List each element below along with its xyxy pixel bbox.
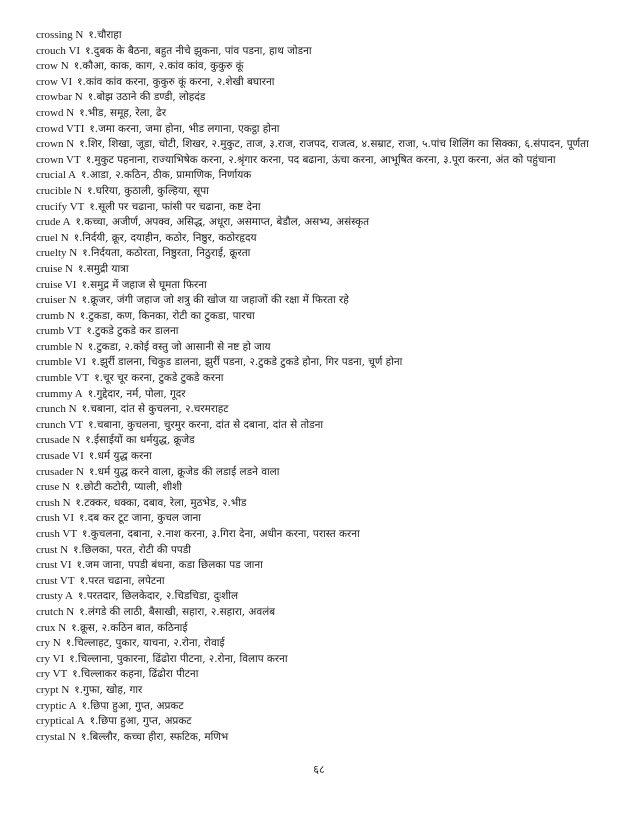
dictionary-entry bbox=[36, 589, 602, 605]
entry-definition: १.चिल्लाना, पुकारना, ढिंढोरा पीटना, २.रोना, विलाप करना bbox=[69, 652, 288, 665]
entry-definition: १.चिल्लाहट, पुकार, याचना, २.रोना, रोवाई bbox=[65, 637, 225, 650]
entry-definition: १.भीड, समूह, रेला, ढेर bbox=[79, 106, 167, 119]
dictionary-entry bbox=[36, 480, 602, 496]
entry-definition: १.क्रूजर, जंगी जहाज जो शत्रु की खोज या जहाजों की रक्षा में फिरता रहे bbox=[81, 294, 349, 307]
entry-headword: crutch N bbox=[36, 605, 75, 618]
entry-definition: १.चौराहा bbox=[88, 29, 122, 41]
entry-headword: cry N bbox=[36, 637, 61, 650]
entry-headword: cruse N bbox=[36, 481, 70, 494]
entry-headword: cryptic A bbox=[36, 699, 77, 712]
dictionary-entry bbox=[36, 621, 602, 637]
dictionary-entry bbox=[36, 309, 602, 325]
entry-definition: १.बिल्लौर, कच्चा हीरा, स्फटिक, मणिभ bbox=[81, 730, 229, 743]
entry-definition: १.छोटी कटोरी, प्याली, शीशी bbox=[74, 481, 182, 494]
entry-definition: १.बोझ उठाने की डण्डी, लोहदंड bbox=[87, 91, 206, 104]
dictionary-entry bbox=[36, 652, 602, 668]
entry-definition: १.कुचलना, दबाना, २.नाश करना, ३.गिरा देना, अधीन करना, परास्त करना bbox=[82, 528, 360, 540]
entry-definition: १.ईसाईयों का धर्मयुद्ध, क्रूजेड bbox=[85, 434, 195, 447]
entry-headword: crow N bbox=[36, 60, 69, 73]
entry-headword: crux N bbox=[36, 621, 67, 634]
dictionary-entry bbox=[36, 543, 602, 559]
dictionary-entry bbox=[36, 106, 602, 122]
dictionary-entry bbox=[36, 449, 602, 465]
entry-definition: १.छिपा हुआ, गुप्त, अप्रकट bbox=[81, 699, 184, 712]
dictionary-entry bbox=[36, 278, 602, 294]
dictionary-entry bbox=[36, 200, 602, 216]
entry-headword: crossing N bbox=[36, 29, 84, 41]
dictionary-entry bbox=[36, 636, 602, 652]
entry-definition: १.घरिया, कुठाली, कुल्हिया, सूपा bbox=[87, 184, 209, 197]
entry-headword: crucial A bbox=[36, 169, 77, 182]
entry-definition: १.छिपा हुआ, गुप्त, अप्रकट bbox=[89, 715, 192, 728]
entry-headword: crowbar N bbox=[36, 91, 83, 104]
dictionary-entry bbox=[36, 324, 602, 340]
entry-headword: crumble VT bbox=[36, 372, 90, 385]
page-number: ६८ bbox=[313, 763, 325, 776]
entry-headword: crusty A bbox=[36, 590, 73, 603]
entry-headword: crumb N bbox=[36, 309, 75, 322]
entry-definition: १.चबाना, कुचलना, चुरमुर करना, दांत से दबाना, दांत से तोडना bbox=[88, 418, 324, 431]
entry-definition: १.छिलका, परत, रोटी की पपडी bbox=[73, 543, 191, 556]
entry-definition: १.क्रूस, २.कठिन बात, कठिनाई bbox=[71, 621, 188, 634]
entry-definition: १.चिल्लाकर कहना, ढिंढोरा पीटना bbox=[72, 668, 199, 681]
dictionary-entry bbox=[36, 168, 602, 184]
entry-headword: crude A bbox=[36, 216, 71, 229]
entry-definition: १.कांव कांव करना, कुकुरु कूं करना, २.शेखी बघारना bbox=[77, 75, 275, 88]
entry-headword: crown N bbox=[36, 138, 75, 151]
entry-definition: १.टक्कर, धक्का, दबाव, रेला, मुठभेड, २.भीड bbox=[75, 496, 247, 509]
entry-definition: १.झुर्री डालना, चिकुड डालना, झुर्री पडना, २.टुकडे टुकडे होना, गिर पडना, चूर्ण होना bbox=[91, 356, 403, 369]
entry-definition: १.आडा, २.कठिन, ठीक, प्रामाणिक, निर्णायक bbox=[81, 169, 252, 182]
dictionary-entry bbox=[36, 246, 602, 262]
entry-definition: १.परतदार, छिलकेदार, २.चिडचिडा, दुःशील bbox=[77, 590, 239, 603]
entry-definition: १.निर्दयी, क्रूर, दयाहीन, कठोर, निष्ठुर, कठोरहृदय bbox=[73, 231, 257, 244]
dictionary-entry bbox=[36, 496, 602, 512]
entry-headword: crust N bbox=[36, 543, 69, 556]
entry-headword: crouch VI bbox=[36, 44, 81, 57]
entry-definition: १.शिर, शिखा, जूडा, चोटी, शिखर, २.मुकुट, ताज, ३.राज, राजपद, राजत्व, ४.सम्राट, राजा, ५.पांच शिलिंग का सिक्का, ६.संपादन, पूर्णता bbox=[79, 138, 589, 151]
entry-headword: crowd N bbox=[36, 106, 75, 119]
dictionary-entry bbox=[36, 667, 602, 683]
dictionary-entry bbox=[36, 355, 602, 371]
entry-headword: crush VT bbox=[36, 528, 78, 540]
dictionary-entry bbox=[36, 184, 602, 200]
entry-definition: १.गुद्देदार, नर्म, पोला, गूदर bbox=[87, 387, 186, 400]
dictionary-entry bbox=[36, 402, 602, 418]
entry-headword: cry VT bbox=[36, 668, 68, 681]
dictionary-entry bbox=[36, 153, 602, 169]
entry-headword: cruel N bbox=[36, 231, 69, 244]
entry-definition: १.लंगडे की लाठी, बैसाखी, सहारा, २.सहारा, अवलंब bbox=[79, 605, 276, 618]
dictionary-entry bbox=[36, 371, 602, 387]
entry-headword: crumb VT bbox=[36, 325, 82, 338]
entry-definition: १.टुकडे टुकडे कर डालना bbox=[86, 325, 179, 338]
entry-headword: cry VI bbox=[36, 652, 65, 665]
dictionary-entry bbox=[36, 59, 602, 75]
dictionary-entry bbox=[36, 28, 602, 44]
dictionary-page bbox=[36, 28, 602, 745]
entry-headword: crusade N bbox=[36, 434, 81, 447]
entry-headword: crust VI bbox=[36, 559, 72, 572]
entry-definition: १.मुकुट पहनाना, राज्याभिषेक करना, २.श्रृंगार करना, पद बढाना, ऊंचा करना, आभूषित करना, ३.पूरा करना, अंत को पहुंचाना bbox=[85, 153, 556, 166]
entry-headword: crucify VT bbox=[36, 200, 85, 213]
entry-definition: १.धर्म युद्ध करना bbox=[88, 450, 152, 463]
entry-headword: crucible N bbox=[36, 184, 83, 197]
dictionary-entry bbox=[36, 465, 602, 481]
dictionary-entry bbox=[36, 262, 602, 278]
entry-definition: १.जम जाना, पपडी बंधना, कडा छिलका पड जाना bbox=[76, 559, 263, 572]
dictionary-entry bbox=[36, 215, 602, 231]
entry-headword: crunch N bbox=[36, 403, 77, 416]
dictionary-entry bbox=[36, 714, 602, 730]
entry-definition: १.समुद्री यात्रा bbox=[77, 262, 129, 275]
entry-headword: crush VI bbox=[36, 512, 74, 525]
dictionary-entry bbox=[36, 730, 602, 746]
entry-definition: १.दुबक के बैठना, बहुत नीचे झुकना, पांव पडना, हाथ जोडना bbox=[85, 44, 312, 57]
entry-headword: crush N bbox=[36, 496, 71, 509]
entry-definition: १.टुकडा, कण, किनका, रोटी का टुकडा, पारचा bbox=[79, 309, 255, 322]
entry-headword: crusader N bbox=[36, 465, 84, 478]
dictionary-entry bbox=[36, 574, 602, 590]
dictionary-entry bbox=[36, 433, 602, 449]
entry-headword: crown VT bbox=[36, 153, 81, 166]
entry-headword: crow VI bbox=[36, 75, 73, 88]
entry-headword: crumble VI bbox=[36, 356, 87, 369]
entry-definition: १.दब कर टूट जाना, कुचल जाना bbox=[78, 512, 202, 525]
entry-headword: crusade VI bbox=[36, 450, 84, 463]
entry-definition: १.निर्दयता, कठोरता, निष्ठुरता, निठुराई, क्रूरता bbox=[82, 247, 251, 260]
dictionary-entry bbox=[36, 340, 602, 356]
entry-headword: crust VT bbox=[36, 574, 75, 587]
entry-definition: १.जमा करना, जमा होना, भीड लगाना, एकट्ठा होना bbox=[89, 122, 280, 135]
dictionary-entry bbox=[36, 387, 602, 403]
entry-definition: १.कच्चा, अजीर्ण, अपक्व, असिद्ध, अधूरा, असमाप्त, बेडौल, असभ्य, असंस्कृत bbox=[75, 216, 370, 229]
dictionary-entry bbox=[36, 605, 602, 621]
dictionary-entry bbox=[36, 137, 602, 153]
entry-headword: crypt N bbox=[36, 683, 70, 696]
dictionary-entry bbox=[36, 293, 602, 309]
entry-headword: crummy A bbox=[36, 387, 83, 400]
entry-definition: १.टुकडा, २.कोई वस्तु जो आसानी से नष्ट हो जाय bbox=[87, 340, 271, 353]
entry-definition: १.चूर चूर करना, टुकडे टुकडे करना bbox=[94, 372, 224, 385]
entry-headword: crunch VT bbox=[36, 418, 84, 431]
dictionary-entry bbox=[36, 511, 602, 527]
dictionary-entry bbox=[36, 122, 602, 138]
dictionary-entry bbox=[36, 418, 602, 434]
entry-headword: cruise VI bbox=[36, 278, 77, 291]
entry-headword: crystal N bbox=[36, 730, 77, 743]
dictionary-entry bbox=[36, 558, 602, 574]
entry-headword: crowd VTI bbox=[36, 122, 85, 135]
dictionary-entry bbox=[36, 75, 602, 91]
entry-definition: १.चबाना, दांत से कुचलना, २.चरमराहट bbox=[81, 403, 229, 416]
entry-headword: cruise N bbox=[36, 262, 73, 275]
entry-definition: १.सूली पर चढाना, फांसी पर चढाना, कष्ट देना bbox=[89, 200, 261, 213]
dictionary-entry bbox=[36, 699, 602, 715]
entry-definition: १.कौआ, काक, काग, २.कांव कांव, कुकुरु कूं bbox=[73, 60, 244, 73]
dictionary-entry bbox=[36, 44, 602, 60]
entry-definition: १.धर्म युद्ध करने वाला, क्रूजेड की लडाई लडने वाला bbox=[88, 465, 280, 478]
entry-definition: १.गुफा, खोह, गार bbox=[74, 683, 143, 696]
dictionary-entry bbox=[36, 683, 602, 699]
entry-headword: cryptical A bbox=[36, 715, 85, 728]
dictionary-entry bbox=[36, 231, 602, 247]
entry-headword: cruelty N bbox=[36, 247, 78, 260]
entry-headword: cruiser N bbox=[36, 294, 77, 307]
dictionary-entry bbox=[36, 90, 602, 106]
entry-definition: १.परत चढाना, लपेटना bbox=[79, 574, 165, 587]
dictionary-entry bbox=[36, 527, 602, 543]
entry-definition: १.समुद्र में जहाज से घूमता फिरना bbox=[81, 278, 207, 291]
entry-headword: crumble N bbox=[36, 340, 83, 353]
